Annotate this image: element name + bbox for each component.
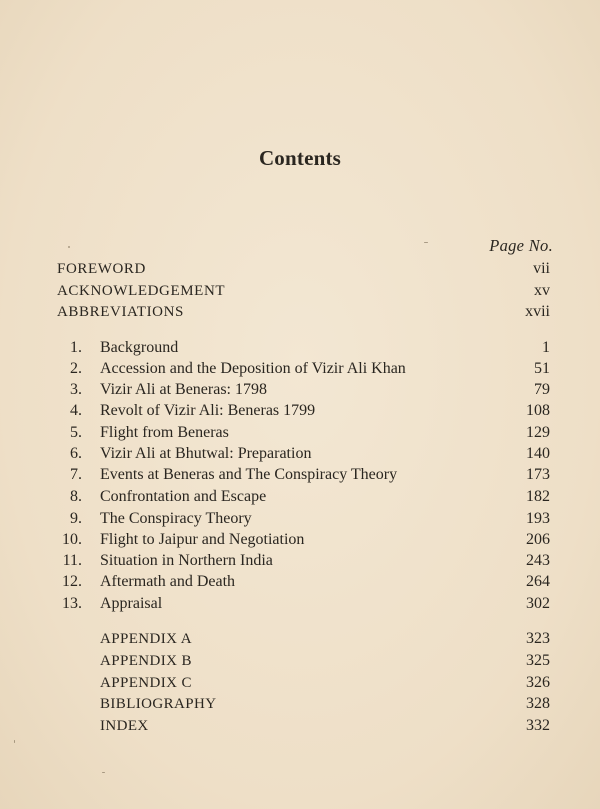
front-matter-entry <box>0 301 600 323</box>
chapter-page: 140 <box>526 445 550 462</box>
chapter-page: 108 <box>526 402 550 419</box>
entry-label: FOREWORD <box>57 261 146 277</box>
chapter-title: The Conspiracy Theory <box>100 510 252 527</box>
chapter-title: Accession and the Deposition of Vizir Ali Khan <box>100 360 406 377</box>
back-matter-entry <box>0 693 600 715</box>
chapter-page: 193 <box>526 510 550 527</box>
entry-page: 332 <box>526 717 550 734</box>
entry-page: 325 <box>526 652 550 669</box>
chapter-entry <box>0 550 600 572</box>
chapter-number: 4. <box>70 402 82 419</box>
chapter-title: Confrontation and Escape <box>100 488 267 505</box>
chapter-title: Flight to Jaipur and Negotiation <box>100 531 305 548</box>
paper-speck <box>14 740 15 743</box>
chapter-entry <box>0 337 600 359</box>
front-matter-entry <box>0 258 600 280</box>
entry-page: 328 <box>526 695 550 712</box>
page-number-header: Page No. <box>489 236 553 255</box>
chapter-entry <box>0 400 600 422</box>
chapter-number: 2. <box>70 360 82 377</box>
chapter-title: Flight from Beneras <box>100 424 229 441</box>
paper-speck <box>102 772 105 773</box>
chapter-title: Aftermath and Death <box>100 573 236 590</box>
entry-label: ACKNOWLEDGEMENT <box>57 283 226 299</box>
chapter-title: Background <box>100 339 179 356</box>
chapter-entry <box>0 422 600 444</box>
chapter-entry <box>0 464 600 486</box>
chapter-page: 173 <box>526 466 550 483</box>
chapter-number: 8. <box>70 488 82 505</box>
back-matter-entry <box>0 628 600 650</box>
chapter-page: 302 <box>526 595 550 612</box>
chapter-page: 243 <box>526 552 550 569</box>
front-matter-entry <box>0 280 600 302</box>
chapter-number: 11. <box>62 552 82 569</box>
back-matter-entry <box>0 672 600 694</box>
chapter-entry <box>0 593 600 615</box>
chapter-page: 206 <box>526 531 550 548</box>
chapter-entry <box>0 571 600 593</box>
page-title: Contents <box>258 146 342 170</box>
chapter-page: 79 <box>534 381 550 398</box>
entry-label: APPENDIX B <box>100 653 192 669</box>
chapter-entry <box>0 379 600 401</box>
chapter-number: 7. <box>70 466 82 483</box>
chapter-page: 264 <box>526 573 550 590</box>
chapter-number: 1. <box>70 339 82 356</box>
entry-label: BIBLIOGRAPHY <box>100 696 217 712</box>
chapter-title: Vizir Ali at Beneras: 1798 <box>100 381 267 398</box>
back-matter-entry <box>0 650 600 672</box>
chapter-number: 9. <box>70 510 82 527</box>
paper-speck <box>68 246 70 248</box>
chapter-entry <box>0 443 600 465</box>
entry-label: APPENDIX C <box>100 675 192 691</box>
chapter-number: 10. <box>62 531 82 548</box>
entry-label: INDEX <box>100 718 149 734</box>
paper-speck <box>424 242 428 243</box>
chapter-title: Situation in Northern India <box>100 552 273 569</box>
chapter-page: 182 <box>526 488 550 505</box>
chapter-title: Vizir Ali at Bhutwal: Preparation <box>100 445 312 462</box>
chapter-page: 129 <box>526 424 550 441</box>
chapter-title: Events at Beneras and The Conspiracy Theory <box>100 466 398 483</box>
entry-page: 323 <box>526 630 550 647</box>
chapter-entry <box>0 486 600 508</box>
chapter-number: 6. <box>70 445 82 462</box>
entry-page: xvii <box>525 303 550 320</box>
chapter-entry <box>0 358 600 380</box>
chapter-title: Appraisal <box>100 595 163 612</box>
back-matter-entry <box>0 715 600 737</box>
chapter-number: 12. <box>62 573 82 590</box>
entry-page: 326 <box>526 674 550 691</box>
entry-label: ABBREVIATIONS <box>57 304 184 320</box>
chapter-entry <box>0 529 600 551</box>
chapter-page: 51 <box>534 360 550 377</box>
entry-page: vii <box>533 260 550 277</box>
chapter-entry <box>0 508 600 530</box>
chapter-number: 5. <box>70 424 82 441</box>
chapter-page: 1 <box>542 339 550 356</box>
chapter-number: 3. <box>70 381 82 398</box>
entry-page: xv <box>534 282 550 299</box>
entry-label: APPENDIX A <box>100 631 192 647</box>
chapter-number: 13. <box>62 595 82 612</box>
chapter-title: Revolt of Vizir Ali: Beneras 1799 <box>100 402 316 419</box>
